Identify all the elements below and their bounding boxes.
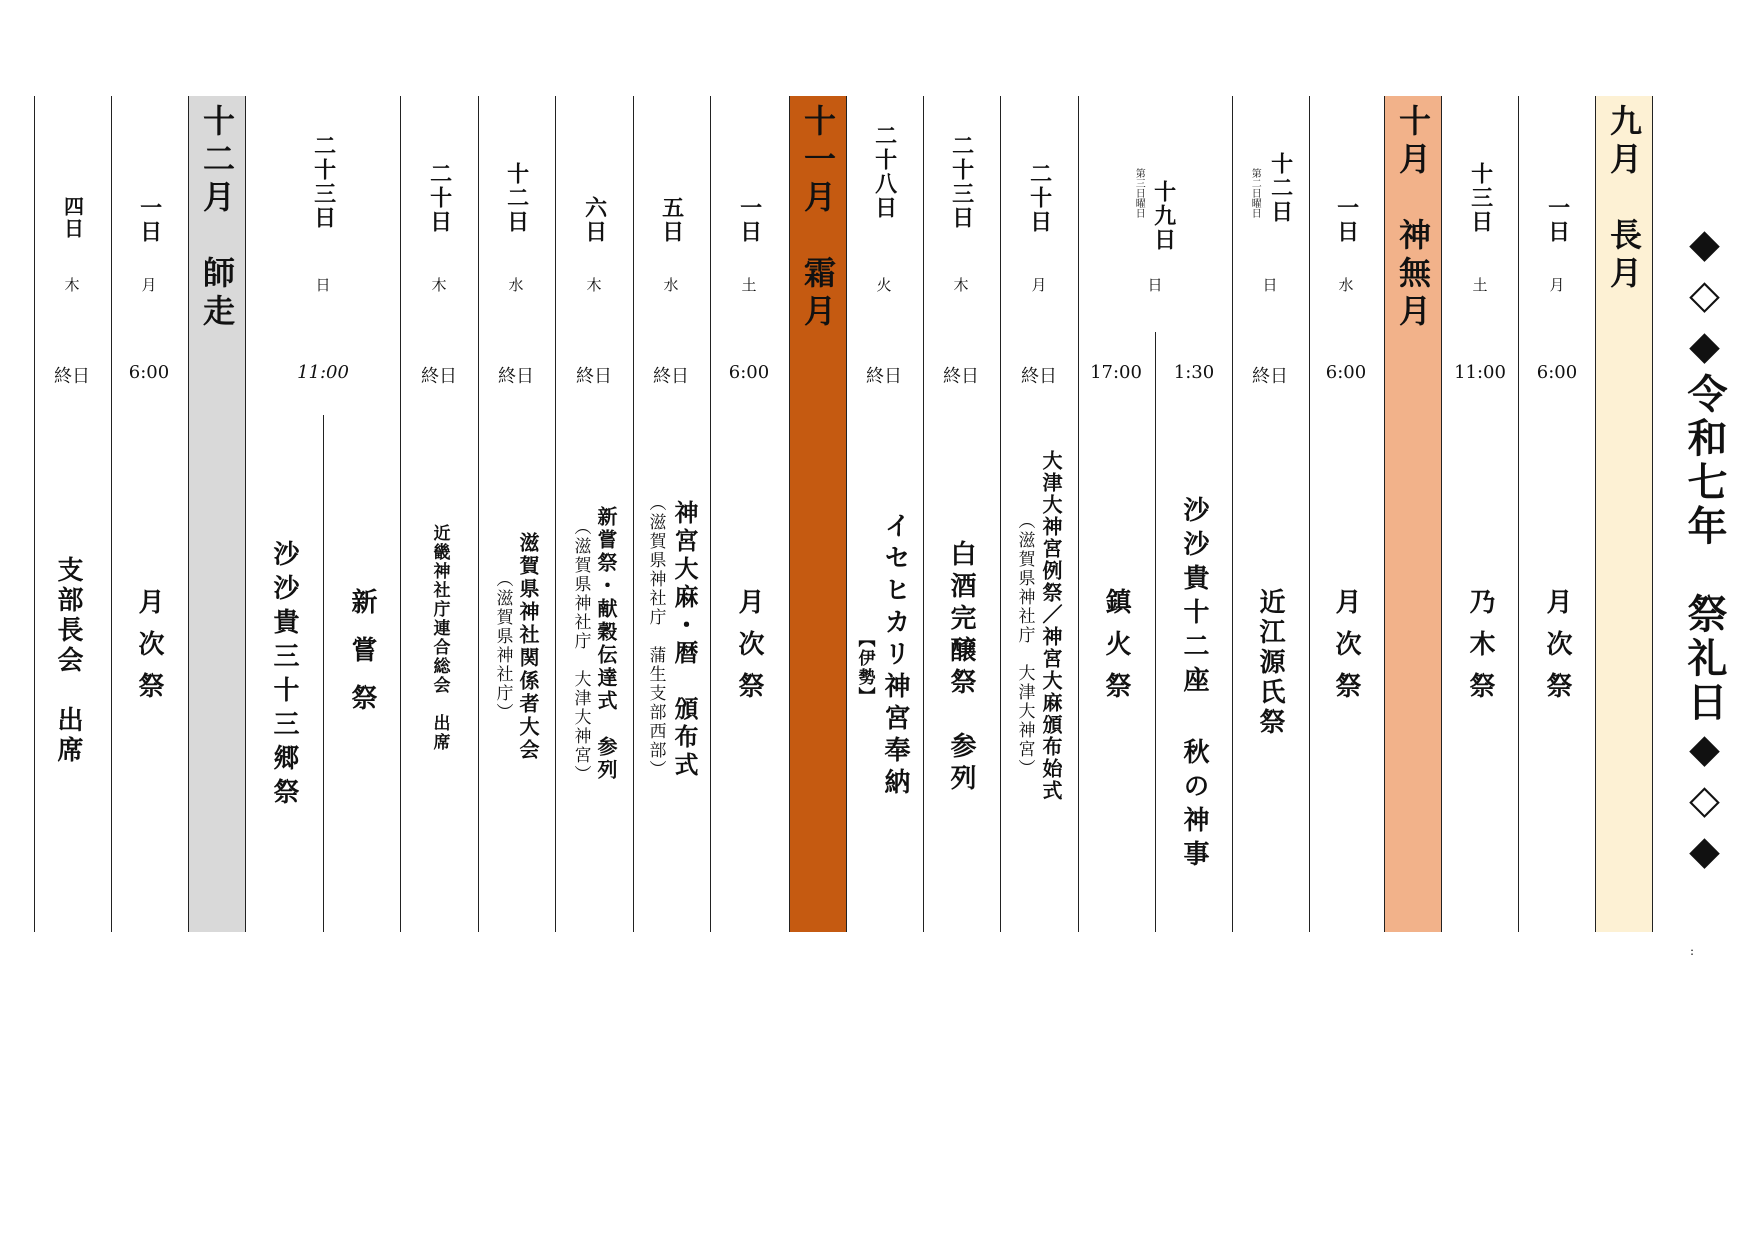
entry-note: 第三日曜日	[1133, 168, 1145, 218]
entry-time: 6:00	[1325, 362, 1367, 383]
column-divider	[555, 96, 556, 932]
entry-event: 乃木祭	[1465, 588, 1495, 714]
entry-event: 神宮大麻・暦 頒布式	[670, 500, 699, 780]
entry-weekday: 月	[141, 276, 157, 294]
month-label-september: 九月 長月	[1605, 104, 1643, 294]
entry-time: 6:00	[128, 362, 170, 383]
entry-day: 四日	[60, 196, 85, 240]
entry-subtext: （滋賀県神社庁）	[492, 570, 513, 722]
entry-event: 沙沙貴十二座 秋の神事	[1179, 496, 1209, 874]
entry-day: 六日	[581, 196, 608, 244]
entry-time: 終日	[54, 366, 90, 387]
entry-event: 大津大神宮例祭／神宮大麻頒布始式	[1039, 450, 1063, 802]
entry-time: 終日	[498, 366, 534, 387]
entry-time: 終日	[866, 366, 902, 387]
page-title	[1681, 220, 1728, 878]
entry-day: 五日	[658, 196, 685, 244]
title-sub: 祭礼日◆◇◆	[1681, 593, 1728, 878]
entry-day: 一日	[1544, 196, 1571, 244]
entry-event: 月次祭	[1331, 588, 1361, 714]
column-divider	[1155, 332, 1156, 932]
entry-note: 第二日曜日	[1249, 168, 1261, 218]
column-divider	[1652, 96, 1653, 932]
entry-time: 6:00	[1536, 362, 1578, 383]
entry-day: 二十日	[426, 162, 453, 234]
column-divider	[111, 96, 112, 932]
entry-weekday: 日	[315, 276, 331, 294]
entry-weekday: 土	[1472, 276, 1488, 294]
entry-time: 11:00	[297, 362, 349, 383]
column-divider	[478, 96, 479, 932]
entry-time: 終日	[943, 366, 979, 387]
column-divider	[34, 96, 35, 932]
column-divider	[633, 96, 634, 932]
entry-weekday: 水	[508, 276, 524, 294]
column-divider	[1309, 96, 1310, 932]
entry-time: 6:00	[728, 362, 770, 383]
entry-weekday: 木	[431, 276, 447, 294]
entry-event: イセヒカリ神宮奉納	[880, 512, 910, 800]
entry-day: 二十八日	[871, 124, 898, 220]
column-divider	[923, 96, 924, 932]
month-label-november: 十一月 霜月	[799, 104, 837, 332]
entry-event: 近江源氏祭	[1255, 588, 1285, 738]
column-divider	[400, 96, 401, 932]
entry-day: 一日	[1333, 196, 1360, 244]
entry-subtext: （滋賀県神社庁 蒲生支部西部）	[645, 494, 666, 779]
column-divider	[1078, 96, 1079, 932]
entry-event: 白酒完醸祭 参列	[946, 540, 976, 796]
entry-event: 月次祭	[134, 588, 164, 714]
column-divider	[245, 96, 246, 932]
entry-weekday: 水	[663, 276, 679, 294]
entry-day: 一日	[736, 196, 763, 244]
month-label-december: 十二月 師走	[198, 104, 236, 332]
entry-day: 二十日	[1026, 162, 1053, 234]
column-divider	[1441, 96, 1442, 932]
entry-day: 十二日	[503, 162, 530, 234]
entry-event: 鎮火祭	[1101, 588, 1131, 714]
entry-weekday: 水	[1338, 276, 1354, 294]
entry-time: 終日	[421, 366, 457, 387]
entry-subtext: 【伊勢】	[854, 630, 875, 706]
entry-event: 近畿神社庁連合総会 出席	[429, 524, 450, 752]
entry-time: 終日	[1021, 366, 1057, 387]
entry-day: 一日	[136, 196, 163, 244]
column-divider	[789, 96, 790, 932]
entry-event: 月次祭	[1542, 588, 1572, 714]
entry-weekday: 木	[953, 276, 969, 294]
entry-event: 支部長会 出席	[53, 556, 83, 766]
entry-event: 新嘗祭・献穀伝達式 参列	[594, 506, 618, 782]
entry-day: 二十三日	[310, 134, 337, 230]
column-divider	[1384, 96, 1385, 932]
entry-time: 終日	[576, 366, 612, 387]
entry-day: 十三日	[1467, 162, 1494, 234]
entry-subtext: （滋賀県神社庁 大津大神宮）	[1014, 512, 1035, 778]
entry-weekday: 月	[1031, 276, 1047, 294]
entry-day: 十二日	[1267, 152, 1294, 224]
entry-subtext: （滋賀県神社庁 大津大神宮）	[570, 518, 591, 784]
column-divider	[710, 96, 711, 932]
column-divider	[1518, 96, 1519, 932]
entry-event: 滋賀県神社関係者大会	[516, 532, 540, 762]
entry-time: 1:30	[1173, 362, 1215, 383]
column-divider	[1595, 96, 1596, 932]
entry-event: 沙沙貴三十三郷祭	[269, 540, 299, 812]
column-divider	[1232, 96, 1233, 932]
entry-time: 終日	[653, 366, 689, 387]
entry-weekday: 木	[586, 276, 602, 294]
month-label-october: 十月 神無月	[1394, 104, 1432, 332]
column-divider	[1000, 96, 1001, 932]
column-divider	[846, 96, 847, 932]
entry-time: 11:00	[1454, 362, 1506, 383]
column-divider	[188, 96, 189, 932]
footer-mark: :	[1690, 944, 1695, 958]
column-divider	[323, 415, 324, 932]
entry-weekday: 日	[1262, 276, 1278, 294]
entry-time: 終日	[1252, 366, 1288, 387]
entry-event: 月次祭	[734, 588, 764, 714]
entry-time: 17:00	[1090, 362, 1142, 383]
title-main: ◆◇◆令和七年	[1681, 220, 1728, 549]
entry-event: 新嘗祭	[347, 588, 377, 732]
entry-weekday: 土	[741, 276, 757, 294]
entry-day: 十九日	[1150, 180, 1177, 252]
entry-weekday: 木	[64, 276, 80, 294]
entry-weekday: 日	[1147, 276, 1163, 294]
entry-weekday: 月	[1549, 276, 1565, 294]
entry-weekday: 火	[876, 276, 892, 294]
entry-day: 二十三日	[948, 134, 975, 230]
